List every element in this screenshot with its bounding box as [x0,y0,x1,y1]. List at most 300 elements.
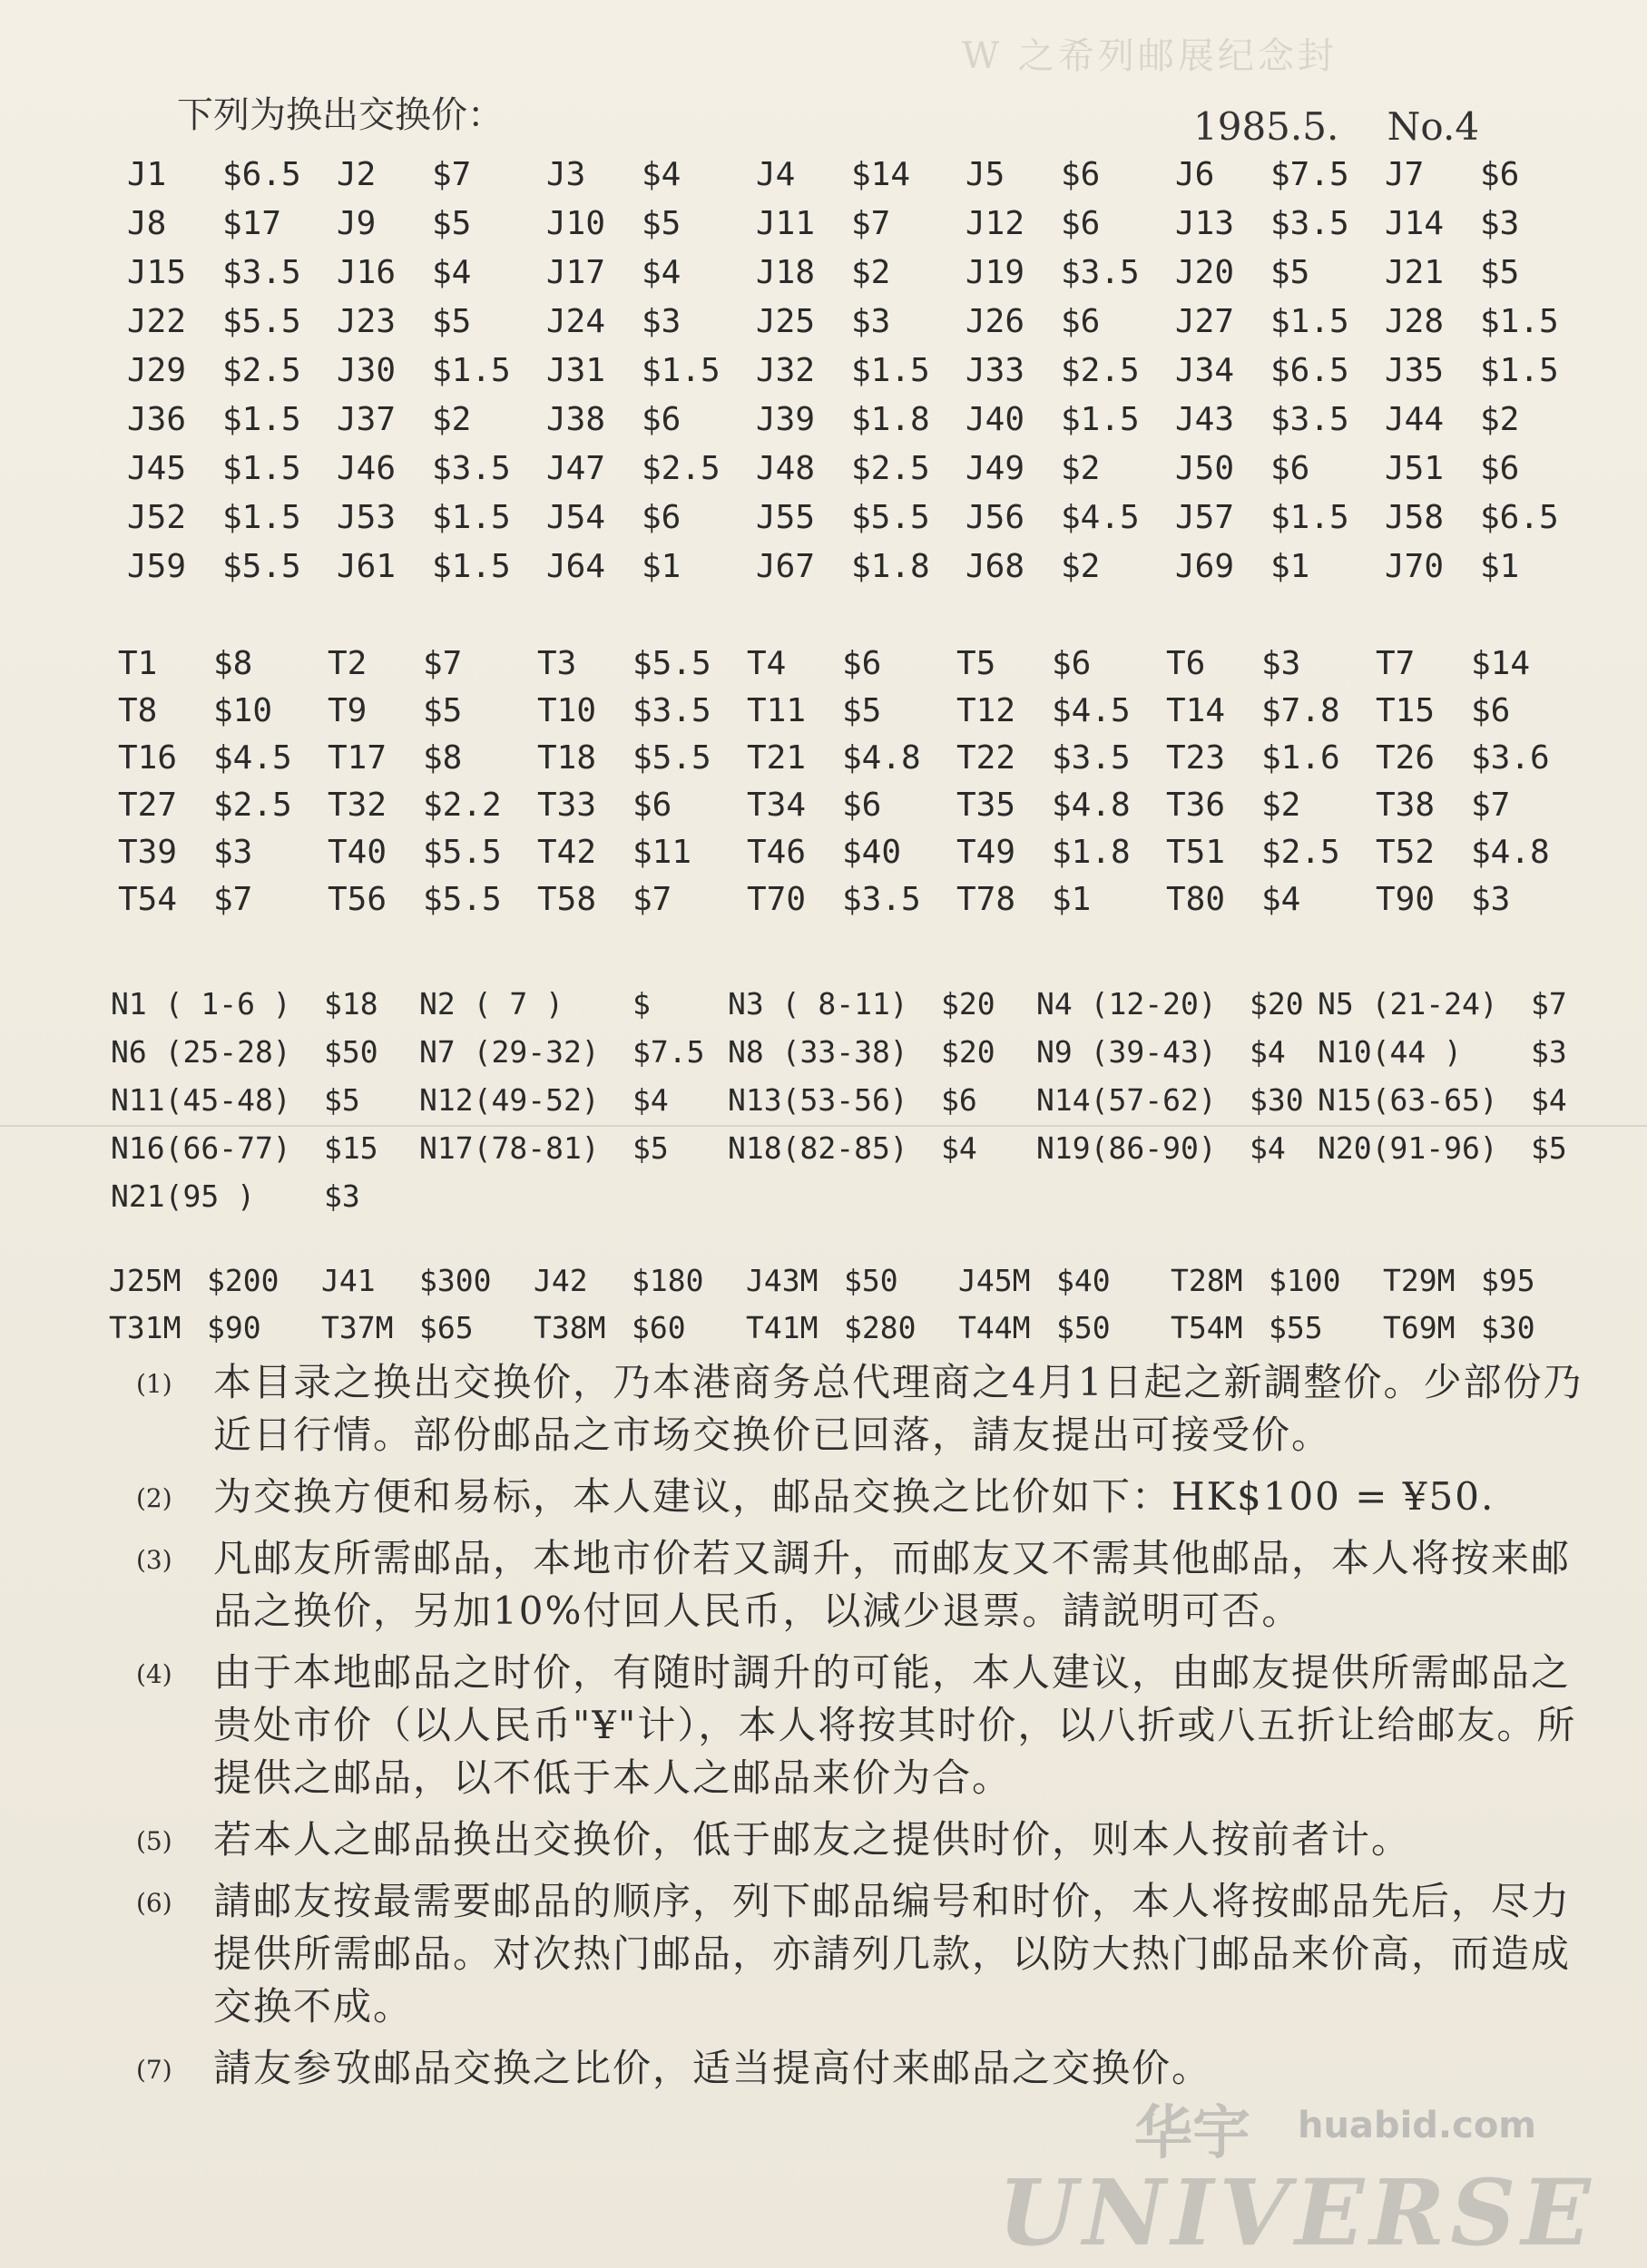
stamp-code: T7 [1376,644,1416,682]
price-entry [337,346,546,395]
price-value: $1.5 [222,498,301,536]
price-entry [328,875,537,923]
price-value: $1.5 [1480,351,1559,389]
price-value: $4.8 [842,738,921,777]
stamp-code: N4 (12-20) [1036,986,1217,1022]
stamp-code: N6 (25-28) [111,1034,291,1070]
stamp-code: T54M [1171,1309,1243,1345]
stamp-code: T26 [1376,738,1436,777]
price-value: $5.5 [423,880,502,918]
note-text: 本目录之换出交换价，乃本港商务总代理商之4月1日起之新調整价。少部份乃近日行情。部份邮品之市场交换价已回落，請友提出可接受价。 [213,1360,1583,1457]
stamp-code: T80 [1166,880,1226,918]
price-entry [1175,395,1385,444]
price-value: $4 [432,253,472,291]
price-entry [337,150,546,199]
note-item [136,1356,1606,1461]
price-value: $5.5 [222,547,301,585]
stamp-code: J1 [127,155,167,193]
stamp-code: J37 [337,400,397,438]
price-entry [1175,248,1385,297]
stamp-code: J24 [546,302,606,340]
document-date: 1985.5. [1193,104,1339,149]
price-entry [1036,1124,1318,1172]
price-entry [1036,1028,1318,1076]
stamp-code: J70 [1385,547,1445,585]
price-entry [756,297,966,346]
stamp-code: T58 [537,880,597,918]
stamp-code: J9 [337,204,377,242]
price-entry [966,150,1175,199]
stamp-code: T1 [118,644,158,682]
price-value: $4.8 [1471,833,1550,871]
price-value: $5.5 [632,738,711,777]
stamp-code: N19(86-90) [1036,1130,1217,1166]
price-value: $3.5 [1270,400,1349,438]
price-value: $4 [1250,1034,1286,1070]
price-value: $200 [207,1262,279,1298]
price-entry [118,781,328,828]
price-entry [537,640,747,687]
price-value: $3 [1480,204,1520,242]
note-item [136,1532,1606,1637]
price-value: $6 [632,786,672,824]
price-value: $20 [1250,986,1304,1022]
stamp-code: T69M [1383,1309,1456,1345]
j-series-price-list [127,150,1597,591]
stamp-code: N8 (33-38) [728,1034,908,1070]
price-entry [127,444,337,493]
price-value: $1 [1052,880,1092,918]
price-entry [966,297,1175,346]
note-text: 由于本地邮品之时价，有随时調升的可能，本人建议，由邮友提供所需邮品之贵处市价（以人民币"¥"计），本人将按其时价，以八折或八五折让给邮友。所提供之邮品，以不低于本人之邮品来价为合。 [213,1650,1577,1800]
price-value: $300 [419,1262,492,1298]
stamp-code: J51 [1385,449,1445,487]
price-value: $40 [842,833,902,871]
price-entry [546,150,756,199]
stamp-code: T27 [118,786,178,824]
stamp-code: N10(44 ) [1318,1034,1462,1070]
stamp-code: T78 [956,880,1016,918]
price-entry [1166,875,1376,923]
stamp-code: T29M [1383,1262,1456,1298]
stamp-code: J61 [337,547,397,585]
price-entry [1385,444,1594,493]
price-entry [746,1304,958,1351]
stamp-code: J13 [1175,204,1235,242]
stamp-code: T31M [109,1309,181,1345]
stamp-code: T21 [747,738,807,777]
price-value: $4 [1531,1082,1567,1118]
stamp-code: J12 [966,204,1025,242]
price-entry [546,542,756,591]
price-value: $11 [632,833,692,871]
price-entry [537,734,747,781]
price-value: $5.5 [851,498,930,536]
price-value: $4 [1261,880,1301,918]
note-number: (7) [136,2055,172,2085]
price-value: $1.5 [432,547,511,585]
stamp-code: J32 [756,351,816,389]
price-entry [537,828,747,875]
price-entry [118,640,328,687]
price-entry [1385,297,1594,346]
price-value: $1.8 [851,400,930,438]
price-value: $60 [632,1309,686,1345]
stamp-code: J49 [966,449,1025,487]
stamp-code: J48 [756,449,816,487]
price-entry [127,493,337,542]
price-entry [546,199,756,248]
price-value: $4.5 [1052,691,1131,729]
stamp-code: T22 [956,738,1016,777]
price-value: $2 [432,400,472,438]
stamp-code: N17(78-81) [419,1130,600,1166]
stamp-code: J44 [1385,400,1445,438]
price-entry [546,395,756,444]
price-value: $6 [842,644,882,682]
price-entry [419,980,728,1028]
stamp-code: T56 [328,880,387,918]
stamp-code: T41M [746,1309,819,1345]
stamp-code: T33 [537,786,597,824]
price-entry [956,875,1166,923]
price-value: $7 [632,880,672,918]
price-value: $6 [941,1082,977,1118]
price-value: $55 [1269,1309,1323,1345]
price-value: $3 [642,302,681,340]
stamp-code: J56 [966,498,1025,536]
price-entry [756,346,966,395]
stamp-code: J20 [1175,253,1235,291]
stamp-code: J31 [546,351,606,389]
price-entry [756,444,966,493]
stamp-code: T9 [328,691,368,729]
price-value: $18 [324,986,378,1022]
price-entry [118,734,328,781]
price-entry [118,828,328,875]
stamp-code: J69 [1175,547,1235,585]
stamp-code: J57 [1175,498,1235,536]
price-value: $2.5 [222,351,301,389]
stamp-code: J14 [1385,204,1445,242]
price-value: $2.5 [851,449,930,487]
price-entry [337,199,546,248]
price-value: $1 [1270,547,1310,585]
price-value: $6 [1061,204,1101,242]
price-value: $7.5 [632,1034,705,1070]
stamp-code: J55 [756,498,816,536]
price-value: $6 [642,400,681,438]
stamp-code: T70 [747,880,807,918]
price-value: $5.5 [423,833,502,871]
price-value: $7 [213,880,253,918]
price-entry [118,875,328,923]
note-text: 請友参攷邮品交换之比价，适当提高付来邮品之交换价。 [213,2046,1212,2090]
price-value: $5 [432,302,472,340]
stamp-code: T54 [118,880,178,918]
price-value: $5 [324,1082,360,1118]
price-entry [1318,1028,1608,1076]
price-entry [419,1124,728,1172]
price-entry [546,297,756,346]
price-value: $4.5 [1061,498,1140,536]
price-value: $2.5 [1061,351,1140,389]
note-number: (6) [136,1888,172,1918]
price-value: $2.2 [423,786,502,824]
price-entry [728,980,1036,1028]
price-entry [1385,199,1594,248]
stamp-code: T46 [747,833,807,871]
price-entry [1383,1304,1595,1351]
price-value: $6 [1471,691,1511,729]
price-value: $50 [1056,1309,1111,1345]
price-value: $3 [324,1178,360,1214]
price-value: $5 [1270,253,1310,291]
price-entry [1318,1124,1608,1172]
stamp-code: T15 [1376,691,1436,729]
price-entry [546,444,756,493]
stamp-code: J25M [109,1262,181,1298]
stamp-code: J23 [337,302,397,340]
price-value: $6 [1270,449,1310,487]
price-value: $7.5 [1270,155,1349,193]
price-value: $5 [1480,253,1520,291]
stamp-code: J38 [546,400,606,438]
price-entry [756,199,966,248]
stamp-code: T38M [534,1309,606,1345]
stamp-code: N5 (21-24) [1318,986,1498,1022]
price-value: $2 [1261,786,1301,824]
price-value: $90 [207,1309,261,1345]
price-value: $1.5 [1270,498,1349,536]
stamp-code: N9 (39-43) [1036,1034,1217,1070]
stamp-code: N1 ( 1-6 ) [111,986,291,1022]
price-entry [1385,248,1594,297]
price-entry [419,1076,728,1124]
price-value: $3 [213,833,253,871]
note-item [136,1813,1606,1866]
stamp-code: T51 [1166,833,1226,871]
stamp-code: J27 [1175,302,1235,340]
price-entry [1166,828,1376,875]
price-entry [127,248,337,297]
price-entry [756,248,966,297]
stamp-code: J39 [756,400,816,438]
price-value: $5 [632,1130,669,1166]
price-entry [747,875,956,923]
price-value: $4.8 [1052,786,1131,824]
price-value: $15 [324,1130,378,1166]
price-entry [966,493,1175,542]
price-value: $50 [324,1034,378,1070]
price-entry [1171,1304,1383,1351]
stamp-code: T2 [328,644,368,682]
stamp-code: N7 (29-32) [419,1034,600,1070]
price-value: $6.5 [1270,351,1349,389]
stamp-code: T52 [1376,833,1436,871]
price-entry [321,1304,534,1351]
price-entry [337,493,546,542]
stamp-code: J25 [756,302,816,340]
price-value: $3 [1531,1034,1567,1070]
price-entry [1376,781,1585,828]
price-value: $14 [1471,644,1531,682]
stamp-code: T38 [1376,786,1436,824]
stamp-code: N21(95 ) [111,1178,255,1214]
price-entry [111,1028,419,1076]
price-value: $2.5 [642,449,721,487]
price-value: $14 [851,155,911,193]
price-entry [728,1124,1036,1172]
n-series-price-list [111,980,1608,1220]
price-value: $3 [851,302,891,340]
stamp-code: T18 [537,738,597,777]
price-value: $17 [222,204,282,242]
price-entry [1175,542,1385,591]
stamp-code: J29 [127,351,187,389]
price-value: $1.8 [851,547,930,585]
price-value: $30 [1481,1309,1535,1345]
price-entry [534,1304,746,1351]
document-title: 下列为换出交换价： [177,94,504,136]
stamp-code: T44M [958,1309,1031,1345]
price-value: $3 [1261,644,1301,682]
stamp-code: T14 [1166,691,1226,729]
price-entry [747,687,956,734]
price-value: $3.5 [222,253,301,291]
price-value: $4 [632,1082,669,1118]
price-entry [1036,1076,1318,1124]
price-entry [109,1256,321,1304]
stamp-code: J47 [546,449,606,487]
note-item [136,1471,1606,1523]
price-value: $1.5 [432,351,511,389]
price-entry [1171,1256,1383,1304]
price-entry [127,542,337,591]
price-value: $3.5 [1052,738,1131,777]
price-value: $1.5 [222,400,301,438]
stamp-code: N3 ( 8-11) [728,986,908,1022]
stamp-code: J36 [127,400,187,438]
stamp-code: T11 [747,691,807,729]
price-value: $1.5 [222,449,301,487]
stamp-code: J68 [966,547,1025,585]
price-value: $6.5 [222,155,301,193]
price-value: $4 [642,155,681,193]
stamp-code: J40 [966,400,1025,438]
price-entry [111,1124,419,1172]
price-value: $1.5 [851,351,930,389]
price-value: $2 [1061,449,1101,487]
price-entry [537,687,747,734]
note-item [136,1875,1606,2033]
price-value: $2.5 [213,786,292,824]
price-value: $2 [1480,400,1520,438]
price-entry [956,687,1166,734]
price-entry [1385,493,1594,542]
stamp-code: N18(82-85) [728,1130,908,1166]
stamp-code: J64 [546,547,606,585]
price-value: $20 [941,1034,995,1070]
price-entry [328,828,537,875]
price-entry [747,781,956,828]
price-entry [747,828,956,875]
price-entry [546,493,756,542]
price-entry [1175,346,1385,395]
price-entry [956,781,1166,828]
price-value: $3.5 [432,449,511,487]
price-value: $6 [1052,644,1092,682]
stamp-code: T8 [118,691,158,729]
price-value: $50 [844,1262,898,1298]
stamp-code: T36 [1166,786,1226,824]
price-entry [747,640,956,687]
stamp-code: J35 [1385,351,1445,389]
price-entry [127,150,337,199]
price-value: $3.6 [1471,738,1550,777]
price-value: $5 [432,204,472,242]
miniature-sheet-price-list [109,1256,1606,1351]
price-value: $2 [1061,547,1101,585]
price-value: $5.5 [632,644,711,682]
price-entry [756,395,966,444]
price-value: $4 [941,1130,977,1166]
price-value: $1.5 [642,351,721,389]
price-entry [537,875,747,923]
stamp-code: J6 [1175,155,1215,193]
price-value: $6.5 [1480,498,1559,536]
price-entry [337,444,546,493]
stamp-code: J41 [321,1262,376,1298]
faint-show-through-heading: W 之希列邮展纪念封 [962,35,1338,77]
price-value: $7.8 [1261,691,1340,729]
price-entry [1376,687,1585,734]
stamp-code: J17 [546,253,606,291]
price-entry [1175,493,1385,542]
stamp-code: N11(45-48) [111,1082,291,1118]
price-entry [1318,980,1608,1028]
price-value: $3 [1471,880,1511,918]
stamp-code: T6 [1166,644,1206,682]
note-text: 为交换方便和易标，本人建议，邮品交换之比价如下：HK$100 = ¥50. [213,1474,1495,1519]
price-value: $95 [1481,1262,1535,1298]
price-value: $7 [1471,786,1511,824]
stamp-code: T5 [956,644,996,682]
price-entry [1175,444,1385,493]
exchange-notes [136,1356,1606,2104]
stamp-code: T12 [956,691,1016,729]
price-entry [127,297,337,346]
stamp-code: J26 [966,302,1025,340]
price-entry [966,395,1175,444]
price-value: $6 [1061,302,1101,340]
price-value: $100 [1269,1262,1341,1298]
stamp-code: T17 [328,738,387,777]
stamp-code: J42 [534,1262,588,1298]
price-value: $4.5 [213,738,292,777]
stamp-code: J7 [1385,155,1425,193]
stamp-code: T35 [956,786,1016,824]
price-value: $3.5 [632,691,711,729]
price-value: $2 [851,253,891,291]
stamp-code: J10 [546,204,606,242]
price-entry [958,1304,1171,1351]
price-entry [728,1028,1036,1076]
price-value: $6 [1480,155,1520,193]
price-entry [1385,542,1594,591]
price-entry [328,640,537,687]
price-value: $1.5 [432,498,511,536]
